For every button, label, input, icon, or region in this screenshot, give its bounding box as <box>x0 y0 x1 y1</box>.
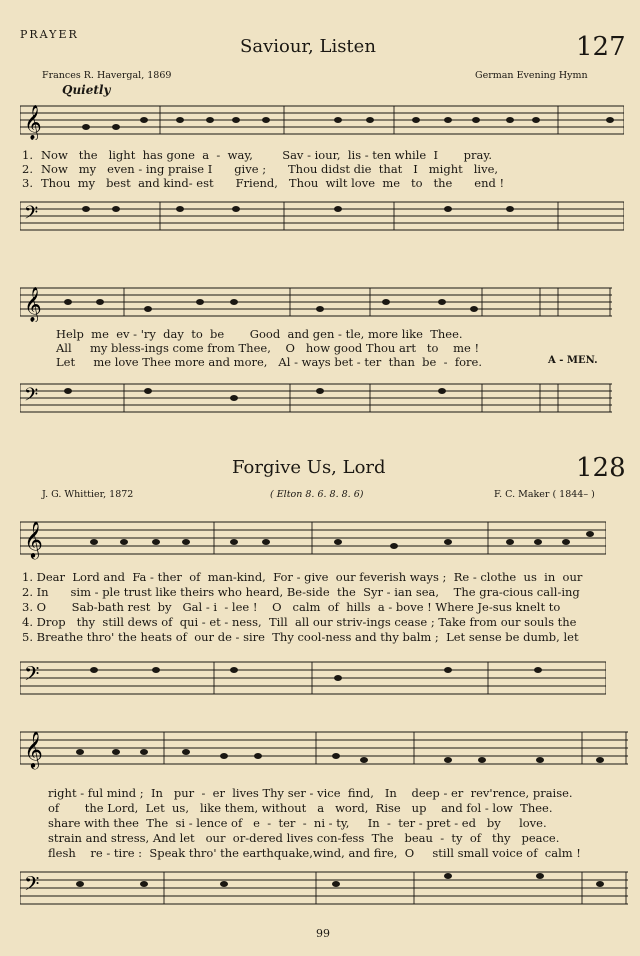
hymn-127-verse-1: 1. Now the light has gone a - way, Sav - iour, lis - ten while I pray. <box>22 148 492 162</box>
hymn-127-line-3: Let me love Thee more and more, Al - ways bet - ter than be - fore. <box>56 355 482 369</box>
treble-staff-128-2 <box>20 722 628 770</box>
tempo-marking: Quietly <box>62 83 111 97</box>
hymn-127-title: Saviour, Listen <box>240 36 376 57</box>
hymn-128-title: Forgive Us, Lord <box>232 457 386 478</box>
bass-staff-128-1 <box>20 652 606 700</box>
treble-clef-icon: 𝄞 <box>24 730 43 768</box>
page-number: 99 <box>316 927 330 940</box>
treble-clef-icon: 𝄞 <box>24 105 42 140</box>
hymn-128-verse-3: 3. O Sab-bath rest by Gal - i - lee ! O calm of hills a - bove ! Where Je-sus knelt to <box>22 600 561 614</box>
section-label: PRAYER <box>20 28 79 41</box>
hymn-128-line-4: strain and stress, And let our or-dered lives con-fess The beau - ty of thy peace. <box>48 831 560 845</box>
bass-staff-128-2 <box>20 862 628 910</box>
bass-clef-icon: 𝄢 <box>24 662 40 690</box>
hymn-127-number: 127 <box>576 32 626 62</box>
bass-clef-icon: 𝄢 <box>24 203 39 228</box>
hymn-128-composer: F. C. Maker ( 1844– ) <box>494 489 595 500</box>
treble-staff-127-2 <box>20 282 612 322</box>
hymn-127-line-2: All my bless-ings come from Thee, O how good Thou art to me ! <box>56 341 480 355</box>
hymn-128-line-1: right - ful mind ; In pur - er lives Thy ser - vice find, In deep - er rev'rence, praise. <box>48 786 573 800</box>
hymn-128-verse-5: 5. Breathe thro' the heats of our de - sire Thy cool-ness and thy balm ; Let sense be dumb, let <box>22 630 579 644</box>
treble-staff-128-1 <box>20 512 606 560</box>
hymn-128-tune-meter: ( Elton 8. 6. 8. 8. 6) <box>270 489 364 500</box>
bass-clef-icon: 𝄢 <box>24 385 39 410</box>
hymn-127-author: Frances R. Havergal, 1869 <box>42 70 172 81</box>
hymn-128-author: J. G. Whittier, 1872 <box>42 489 134 500</box>
bass-staff-127-1 <box>20 196 624 236</box>
treble-clef-icon: 𝄞 <box>24 287 42 322</box>
hymn-128-verse-1: 1. Dear Lord and Fa - ther of man-kind, For - give our feverish ways ; Re - clothe us in our <box>22 570 583 584</box>
bass-staff-127-2 <box>20 378 612 418</box>
hymn-127-verse-2: 2. Now my even - ing praise I give ; Thou didst die that I might live, <box>22 162 499 176</box>
hymn-127-tune: German Evening Hymn <box>475 70 588 81</box>
hymn-128-line-2: of the Lord, Let us, like them, without a word, Rise up and fol - low Thee. <box>48 801 553 815</box>
hymn-128-number: 128 <box>576 453 626 483</box>
hymn-128-verse-2: 2. In sim - ple trust like theirs who heard, Be-side the Syr - ian sea, The gra-cious call-ing <box>22 585 580 599</box>
hymn-128-verse-4: 4. Drop thy still dews of qui - et - ness, Till all our striv-ings cease ; Take from our souls the <box>22 615 577 629</box>
hymn-128-line-3: share with thee The si - lence of e - ter - ni - ty, In - ter - pret - ed by love. <box>48 816 547 830</box>
treble-clef-icon: 𝄞 <box>24 520 43 558</box>
amen-label: A - MEN. <box>548 355 598 366</box>
hymn-128-line-5: flesh re - tire : Speak thro' the earthquake,wind, and fire, O still small voice of calm ! <box>48 846 581 860</box>
bass-clef-icon: 𝄢 <box>24 872 40 900</box>
hymn-127-verse-3: 3. Thou my best and kind- est Friend, Thou wilt love me to the end ! <box>22 176 505 190</box>
treble-staff-127-1 <box>20 100 624 140</box>
hymn-127-line-1: Help me ev - 'ry day to be Good and gen - tle, more like Thee. <box>56 327 463 341</box>
